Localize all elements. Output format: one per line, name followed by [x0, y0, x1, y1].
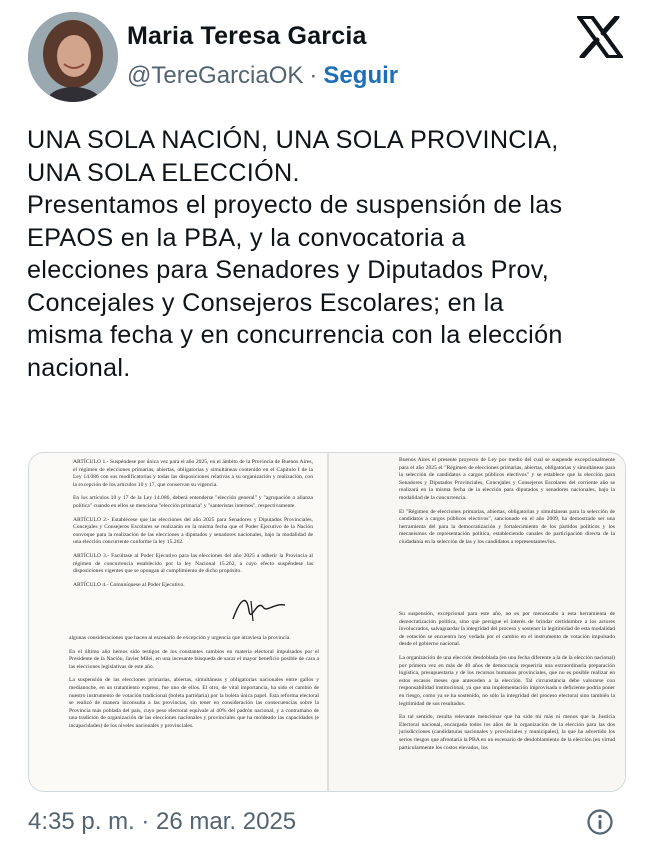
document-paragraph: Buenos Aires el presente proyecto de Ley por medio del cual se suspende excepcionalmente para el año 2025 el "Régimen de elecciones primarias, abiertas, obligatorias y simultáneas para la selección de candidatos a cargos públicos electivos" y se establece que la elección para Senadores y Diputados Provinciales, Concejales y Consejeros Escolares del corriente año se realizará en la misma fecha de la elección para diputados y senadores nacionales, bajo la modalidad de la concurrencia.	[399, 457, 615, 501]
document-paragraph: El "Régimen de elecciones primarias, abiertas, obligatorias y simultáneas para la selección de candidatos a cargos públicos electivos", sancionado en el año 2009, ha demostrado ser una herramienta del para la democratización y fortalecimiento de los partidos políticos y los mecanismos de representación política, estableciendo canales de participación directa de la ciudadanía en la selección de las y los candidatos a representantes/los.	[399, 508, 615, 545]
document-paragraph: ARTÍCULO 2.- Establécese que las elecciones del año 2025 para Senadores y Diputados Provinciales, Concejales y Consejeros Escolares se realizarán en la misma fecha que el Poder Ejecutivo de la Nación convoque para la realización de las elecciones a diputados y senadores nacionales, bajo la modalidad de una elección concurrente conforme la ley 15.262.	[73, 516, 313, 546]
tweet-line: Concejales y Consejeros Escolares; en la	[27, 288, 504, 317]
avatar-image	[28, 12, 118, 102]
document-image[interactable]	[28, 452, 626, 792]
tweet-line: misma fecha y en concurrencia con la elección	[27, 321, 563, 349]
tweet-line: UNA SOLA NACIÓN, UNA SOLA PROVINCIA,	[27, 126, 559, 154]
avatar[interactable]	[28, 12, 118, 102]
author-handle-row	[127, 62, 398, 90]
document-paragraph: En los artículos 10 y 17 de la Ley 14.086, deberá entenderse "elección general" y "agrupación o alianza política" cuando en ellos se menciona "elección primaria" y "santeristas internos", respectivamente.	[73, 495, 313, 509]
document-paragraph: En el último año hemos sido testigos de los constantes cambios en materia electoral impulsados por el Presidente de la Nación, Javier Milei, en una incesante búsqueda de sacar el mayor beneficio posible de cara a las elecciones legislativas de este año.	[69, 648, 319, 670]
document-paragraph: Su suspensión, excepcional para este año, no es por menoscabo a esta herramienta de democratización política, sino que persigue el interés de brindar certidumbre a los actores involucrados, salvaguardar la integridad del proceso y sostener la legitimidad de esta modalidad de votación se encuentra hoy vedada por el cambio en el instrumento de votación impulsado desde el gobierno nacional.	[399, 611, 615, 648]
document-paragraph: ARTÍCULO 1.- Suspéndese por única vez para el año 2025, en el ámbito de la Provincia de Buenos Aires, el régimen de elecciones primarias, abiertas, obligatorias y simultáneas contenido en el Capítulo I de la Ley 14.086 con sus modificatorias y todas las disposiciones relativas a su organización y realización, con la excepción de los artículos 10 y 17, que conservan su vigencia.	[73, 459, 313, 488]
document-page-right	[329, 453, 625, 791]
author-name[interactable]: Maria Teresa Garcia	[127, 22, 367, 50]
tweet-line: EPAOS en la PBA, y la convocatoria a	[27, 223, 466, 252]
author-handle[interactable]: @TereGarciaOK	[127, 62, 304, 89]
info-icon[interactable]	[586, 808, 614, 836]
document-left-articles	[73, 459, 313, 595]
x-logo-icon[interactable]	[577, 16, 623, 58]
tweet-timestamp[interactable]: 4:35 p. m. · 26 mar. 2025	[28, 808, 297, 835]
document-right-intro	[399, 457, 615, 553]
tweet-line: UNA SOLA ELECCIÓN.	[27, 158, 300, 187]
separator-dot: ·	[309, 62, 318, 89]
document-right-body	[399, 611, 615, 758]
document-page-left	[29, 453, 327, 791]
document-paragraph: algunas consideraciones que hacen al escenario de excepción y urgencia que atraviesa la provincia.	[69, 635, 291, 641]
follow-button[interactable]: Seguir	[323, 62, 399, 89]
document-paragraph: ARTÍCULO 4.- Comuníquese al Poder Ejecutivo.	[73, 581, 185, 588]
document-paragraph: La suspensión de las elecciones primarias, abiertas, simultáneas y obligatorias nacionales entre gallos y medianoche, en un tratamiento express, fue uno de ellos. El otro, de vital importancia, ha sido el cambio de nuestro instrumento de votación tradicional (boleta partidaria) por la boleta única papel. Esta reforma electoral se realizó de manera inconsulta a las provincias, sin tener en consideración las consecuencias sobre la Provincia más poblada del país, cuyo peso electoral equivale al 40% del padrón nacional, y a contramano de una tradición de organización de las elecciones nacionales y provinciales que ha moldeado las capacidades (e incapacidades) de los niveles nacionales y provinciales.	[69, 677, 319, 729]
document-paragraph: En tal sentido, resulta relevante mencionar que ha sido mi más ni menos que la Justicia Electoral nacional, encargada todos los años de la organización de la elección para las dos jurisdicciones (candidaturas nacionales y provinciales y municipales), la que ha advertido los serios riesgos que afrontaría la PBA en un escenario de desdoblamiento de la elección (en virtud particularmente los costos elevados, los	[399, 714, 615, 751]
document-paragraph: La organización de una elección desdoblada (en una fecha diferente a la de la elección nacional) por primera vez en más de 40 años de democracia requeriría una extraordinaria preparación logística, presupuestaria y de los recursos humanos provinciales, que no es posible realizar en estos escasos meses que anteceden a la elección. Tal circunstancia debe valorarse con responsabilidad institucional, ya que una implementación improvisada o deficiente podría poner en riesgo, como ya se ha sostenido, no sólo la integridad del proceso electoral sino también la legitimidad de sus resultados.	[399, 654, 615, 707]
document-paragraph: ARTÍCULO 3.- Facúltase al Poder Ejecutivo para las elecciones del año 2025 a adherir la Provincia al régimen de concurrencia establecido por la ley Nacional 15.262, a cuyo efecto suspéndese las disposiciones vigentes que se opongan al cumplimiento de dicho propósito.	[73, 552, 313, 575]
document-left-foundations	[69, 635, 319, 737]
tweet-text	[27, 124, 627, 384]
tweet-line: Presentamos el proyecto de suspensión de las	[27, 191, 563, 219]
signature-icon	[229, 593, 289, 625]
tweet-line: elecciones para Senadores y Diputados Prov,	[27, 256, 550, 284]
tweet-line: nacional.	[27, 353, 131, 382]
